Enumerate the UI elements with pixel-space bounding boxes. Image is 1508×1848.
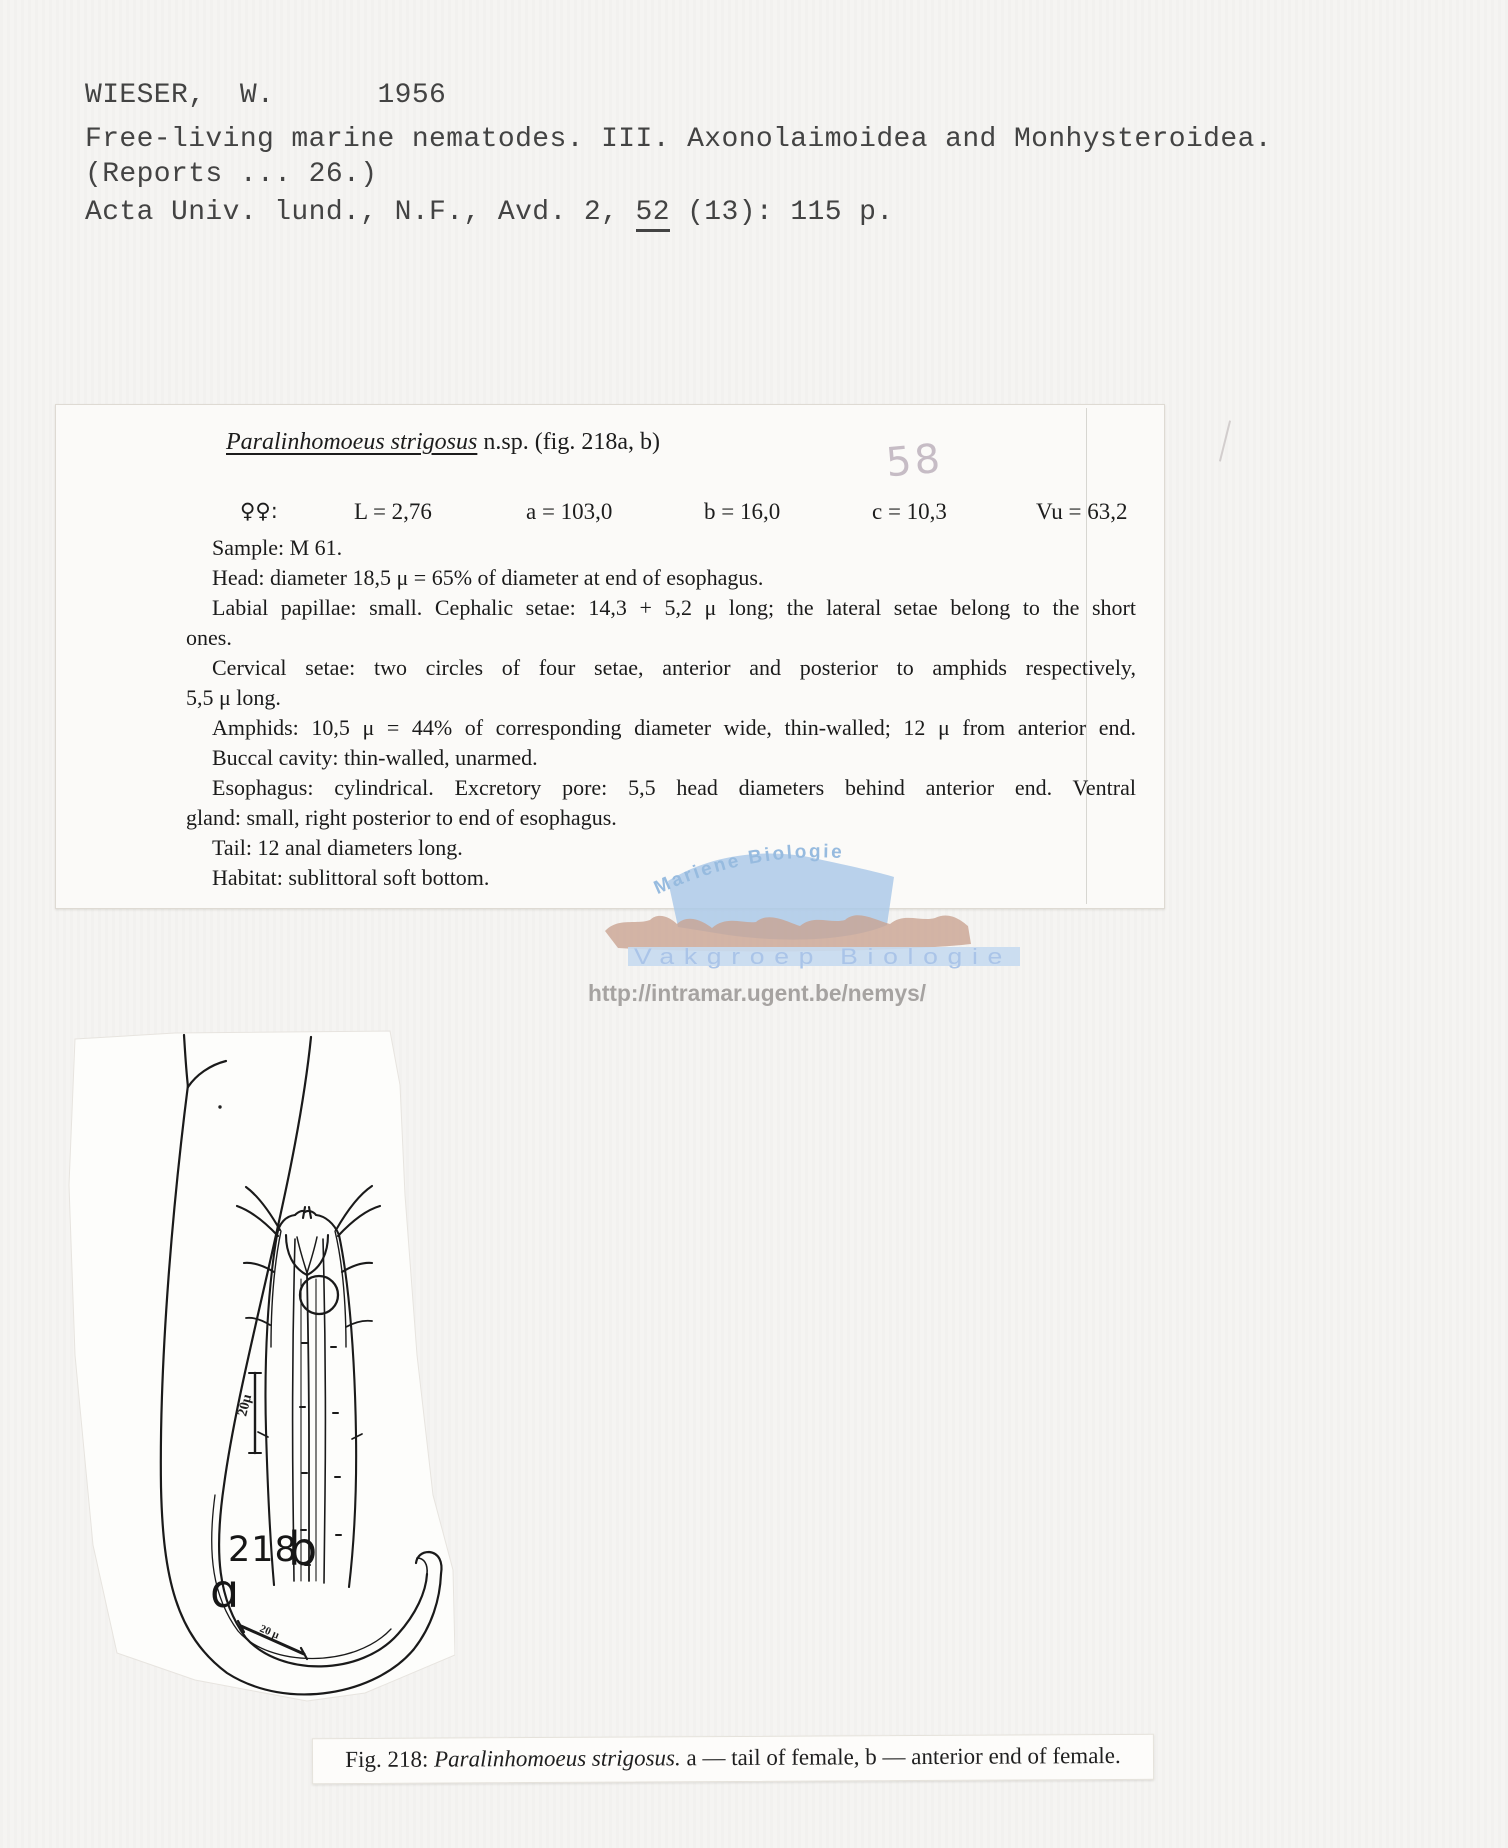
measurement-c: c = 10,3 [872, 499, 947, 524]
nemys-watermark-logo [560, 843, 1030, 1013]
watermark-band-text: Vakgroep Biologie [634, 944, 1012, 969]
text-line-55u: 5,5 μ long. [186, 685, 281, 710]
title-line: Free-living marine nematodes. III. Axonolaimoidea and Monhysteroidea. [85, 124, 1272, 155]
text-line-habitat: Habitat: sublittoral soft bottom. [212, 865, 490, 890]
text-line-gland: gland: small, right posterior to end of esophagus. [186, 805, 617, 830]
figure-caption-strip [312, 1734, 1154, 1784]
journal-pre: Acta Univ. lund., N.F., Avd. 2, [85, 197, 636, 228]
female-symbol: ♀♀: [240, 499, 278, 523]
watermark-url-text: http://intramar.ugent.be/nemys/ [588, 980, 927, 1006]
reports-line: (Reports ... 26.) [85, 159, 378, 190]
species-description-clipping [55, 404, 1165, 909]
caption-prefix: Fig. 218: [345, 1746, 435, 1773]
watermark-arc-text: Mariene Biologie [650, 843, 845, 899]
cutout-paper [69, 1031, 455, 1701]
caption-species: Paralinhomoeus strigosus. [434, 1745, 681, 1772]
text-line-buccal: Buccal cavity: thin-walled, unarmed. [212, 745, 538, 770]
measurement-b: b = 16,0 [704, 499, 781, 524]
journal-line [85, 197, 894, 228]
species-name: Paralinhomoeus strigosus [226, 429, 478, 455]
measurement-L: L = 2,76 [354, 499, 432, 524]
scale-label-diagonal: 20 μ [257, 1622, 281, 1642]
journal-post: (13): 115 p. [669, 197, 894, 228]
text-line-ones: ones. [186, 625, 232, 650]
author-year-line: WIESER, W. 1956 [85, 80, 447, 111]
measurement-a: a = 103,0 [526, 499, 613, 524]
text-line-tail: Tail: 12 anal diameters long. [212, 835, 463, 860]
watermark-graphic [560, 843, 1030, 1013]
nematode-drawing [55, 1025, 455, 1715]
species-title [226, 429, 660, 456]
pencil-mark [1219, 420, 1231, 461]
nematode-figure-cutout [55, 1025, 455, 1715]
species-title-rest: n.sp. (fig. 218a, b) [477, 429, 660, 455]
handwritten-page-number: 58 [884, 435, 945, 487]
text-line-labial: Labial papillae: small. Cephalic setae: 14,3 + 5,2 μ long; the lateral setae belong to the short [212, 595, 1136, 620]
text-line-sample: Sample: M 61. [212, 535, 343, 560]
figure-label-b: b [288, 1522, 318, 1576]
text-line-cervical: Cervical setae: two circles of four setae, anterior and posterior to amphids respectively, [212, 655, 1136, 680]
figure-label-a: ɑ [210, 1564, 240, 1618]
text-line-head: Head: diameter 18,5 μ = 65% of diameter at end of esophagus. [212, 565, 764, 590]
journal-volume: 52 [636, 197, 670, 232]
caption-rest: a — tail of female, b — anterior end of female. [680, 1742, 1121, 1771]
figure-number-label: 218 [228, 1530, 298, 1570]
scale-label-vertical: 20μ [235, 1393, 256, 1418]
measurement-Vu: Vu = 63,2 [1036, 499, 1128, 524]
text-line-esophagus: Esophagus: cylindrical. Excretory pore: 5,5 head diameters behind anterior end. Ventral [212, 775, 1136, 800]
text-line-amphids: Amphids: 10,5 μ = 44% of corresponding diameter wide, thin-walled; 12 μ from anterior end. [212, 715, 1136, 740]
